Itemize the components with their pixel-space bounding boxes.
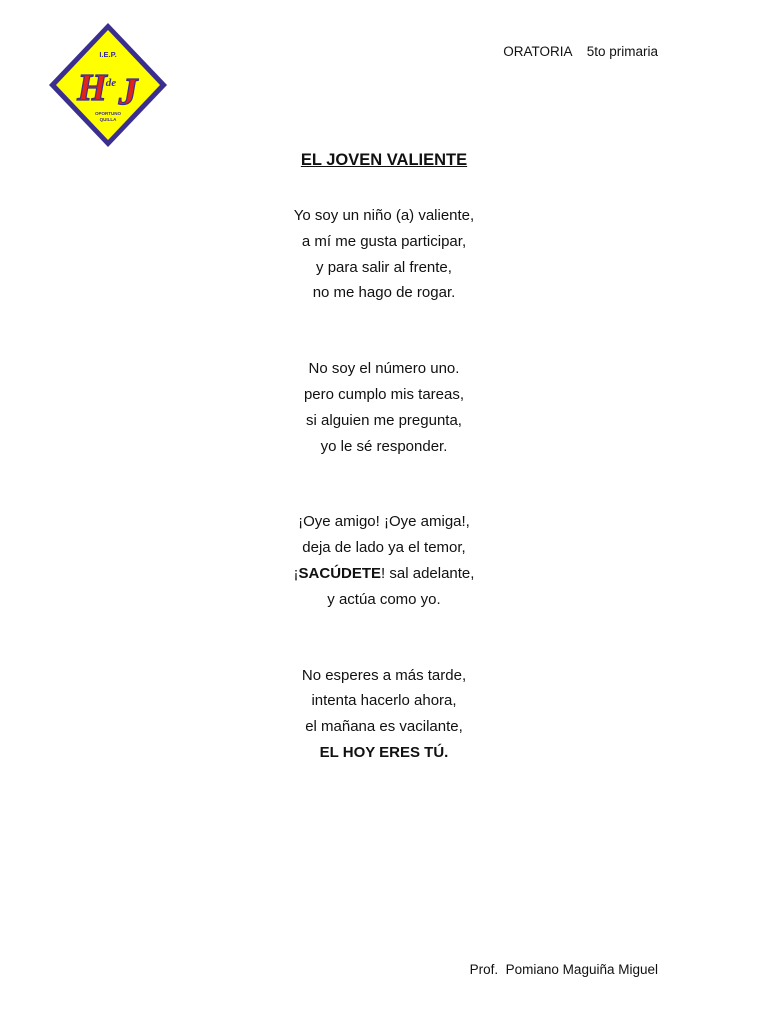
poem-line: deja de lado ya el temor, — [302, 539, 466, 557]
poem-line: No esperes a más tarde, — [301, 666, 467, 684]
poem-line: y actúa como yo. — [327, 590, 441, 608]
poem-line: pero cumplo mis tareas, — [303, 385, 465, 403]
logo-letter-de: de — [105, 77, 117, 89]
logo-letter-j: J — [118, 71, 138, 113]
line-prefix: ¡ — [293, 564, 299, 582]
stanza-3 — [0, 509, 768, 612]
poem-closing-line: EL HOY ERES TÚ. — [319, 743, 449, 761]
course-header — [503, 44, 658, 59]
poem-line: Yo soy un niño (a) valiente, — [293, 207, 475, 224]
stanza-4 — [0, 663, 768, 766]
poem-line: y para salir al frente, — [316, 258, 452, 276]
school-logo — [46, 20, 170, 150]
poem-line: no me hago de rogar. — [312, 284, 456, 302]
line-suffix: ! sal adelante, — [381, 564, 475, 582]
poem-line — [0, 561, 768, 587]
poem-line: a mí me gusta participar, — [301, 232, 467, 250]
poem-title: EL JOVEN VALIENTE — [300, 151, 468, 169]
poem-line: yo le sé responder. — [320, 437, 448, 455]
teacher-signature: Prof. Pomiano Maguiña Miguel — [469, 962, 658, 977]
poem-line: intenta hacerlo ahora, — [311, 692, 457, 710]
logo-top-text: I.E.P. — [99, 50, 117, 59]
poem-line: ¡Oye amigo! ¡Oye amiga!, — [298, 513, 470, 531]
logo-letter-h: H — [77, 67, 107, 109]
course-name: ORATORIA — [503, 44, 572, 59]
grade-label: 5to primaria — [586, 44, 658, 59]
logo-bottom-text-2: QUILLA — [99, 117, 117, 122]
poem-line: si alguien me pregunta, — [306, 411, 462, 429]
poem-line: el mañana es vacilante, — [305, 718, 463, 736]
logo-bottom-text-1: OPORTUNO — [94, 111, 122, 116]
stanza-2 — [0, 356, 768, 459]
stanza-1 — [0, 203, 768, 306]
poem-line: No soy el número uno. — [308, 360, 460, 378]
poem-body — [0, 203, 768, 766]
emphasis-word: SACÚDETE — [298, 564, 382, 582]
